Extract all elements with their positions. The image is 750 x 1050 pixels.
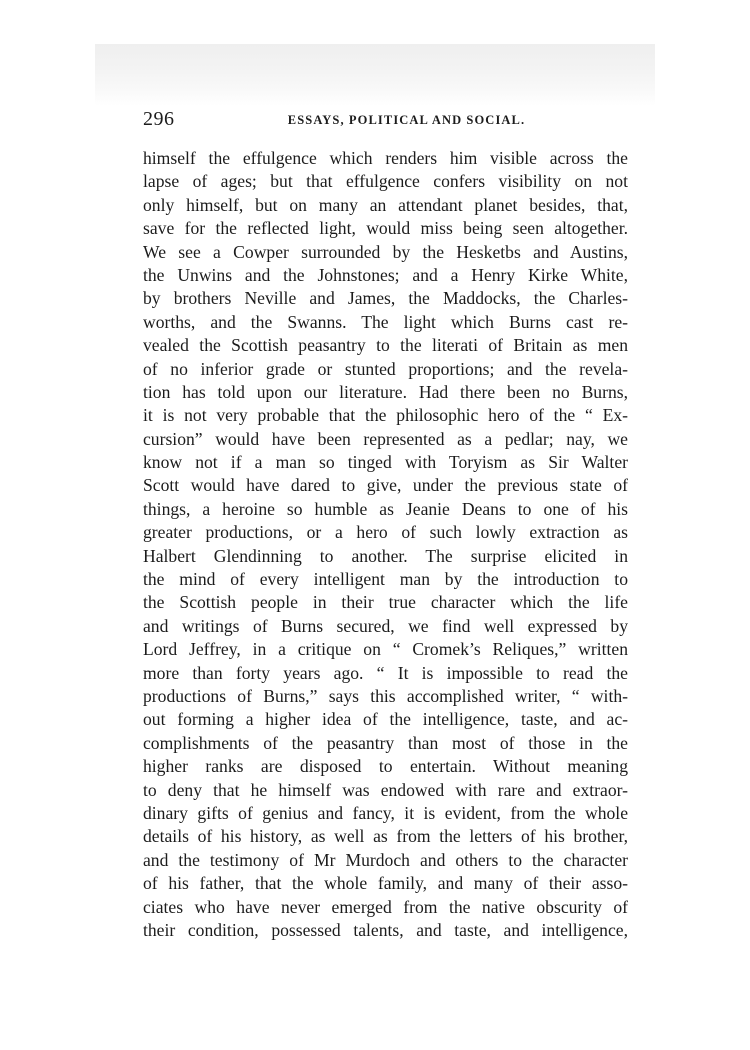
text-line: Halbert Glendinning to another. The surprise elicited in <box>143 545 628 566</box>
text-line: the Unwins and the Johnstones; and a Henry Kirke White, <box>143 264 628 285</box>
text-line: productions of Burns,” says this accomplished writer, “ with- <box>143 685 628 706</box>
text-line: lapse of ages; but that effulgence confers visibility on not <box>143 171 628 192</box>
text-line: their condition, possessed talents, and taste, and intelligence, <box>143 919 628 940</box>
text-line: it is not very probable that the philosophic hero of the “ Ex- <box>143 405 628 426</box>
text-line: complishments of the peasantry than most of those in the <box>143 732 628 753</box>
text-line: We see a Cowper surrounded by the Hesketbs and Austins, <box>143 241 628 262</box>
text-line: higher ranks are disposed to entertain. Without meaning <box>143 756 628 777</box>
running-head: ESSAYS, POLITICAL AND SOCIAL. <box>287 113 526 127</box>
text-line: details of his history, as well as from the letters of his brother, <box>143 826 628 847</box>
text-line: the mind of every intelligent man by the introduction to <box>143 569 628 590</box>
text-line: by brothers Neville and James, the Maddocks, the Charles- <box>143 288 628 309</box>
text-line: of no inferior grade or stunted proportions; and the revela- <box>143 358 628 379</box>
text-line: of his father, that the whole family, and many of their asso- <box>143 873 628 894</box>
text-line: Scott would have dared to give, under the previous state of <box>143 475 628 496</box>
text-line: and the testimony of Mr Murdoch and others to the character <box>143 849 628 870</box>
text-line: and writings of Burns secured, we find well expressed by <box>143 615 628 636</box>
page-number: 296 <box>143 108 175 130</box>
text-line: worths, and the Swanns. The light which Burns cast re- <box>143 311 628 332</box>
text-line: Lord Jeffrey, in a critique on “ Cromek’s Reliques,” written <box>143 639 628 660</box>
text-line: know not if a man so tinged with Toryism as Sir Walter <box>143 452 628 473</box>
text-line: out forming a higher idea of the intelligence, taste, and ac- <box>143 709 628 730</box>
text-line: vealed the Scottish peasantry to the literati of Britain as men <box>143 335 628 356</box>
text-line: only himself, but on many an attendant planet besides, that, <box>143 194 628 215</box>
text-line: himself the effulgence which renders him visible across the <box>143 148 628 168</box>
text-line: to deny that he himself was endowed with rare and extraor- <box>143 779 628 800</box>
text-line: dinary gifts of genius and fancy, it is evident, from the whole <box>143 802 628 823</box>
text-line: greater productions, or a hero of such lowly extraction as <box>143 522 628 543</box>
text-line: things, a heroine so humble as Jeanie Deans to one of his <box>143 498 628 519</box>
scan-shadow <box>95 44 655 106</box>
text-line: the Scottish people in their true character which the life <box>143 592 628 613</box>
text-line: ciates who have never emerged from the native obscurity of <box>143 896 628 917</box>
text-line: more than forty years ago. “ It is impossible to read the <box>143 662 628 683</box>
text-line: save for the reflected light, would miss being seen altogether. <box>143 218 628 239</box>
body-text <box>143 147 628 942</box>
text-line: tion has told upon our literature. Had there been no Burns, <box>143 381 628 402</box>
text-line: cursion” would have been represented as a pedlar; nay, we <box>143 428 628 449</box>
page-header <box>143 106 628 136</box>
